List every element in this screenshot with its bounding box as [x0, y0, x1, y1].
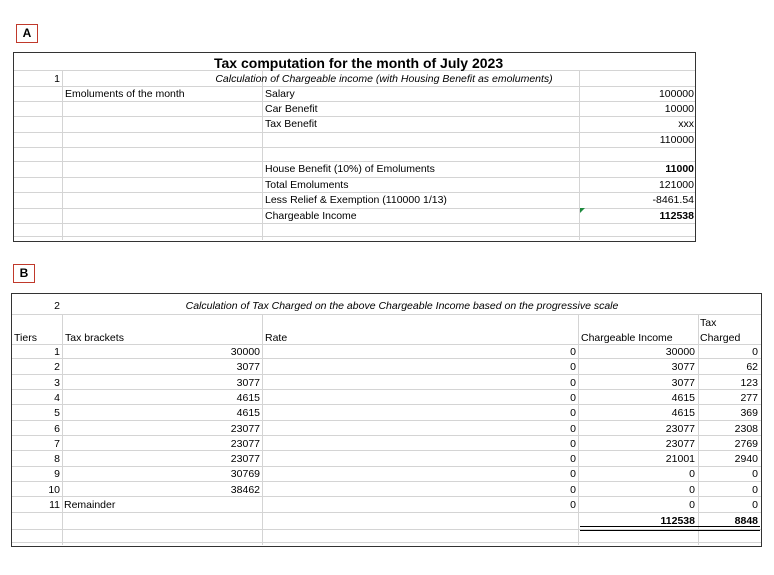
grid-line: [12, 389, 761, 390]
grid-line: [14, 208, 695, 209]
summary-label: Chargeable Income: [265, 210, 357, 222]
item-subtotal: 110000: [659, 134, 694, 146]
summary-value: 121000: [658, 179, 694, 191]
section-b-title: Calculation of Tax Charged on the above Chargeable Income based on the progressive scale: [185, 300, 619, 312]
chargeable-income-cell: 4615: [671, 407, 695, 420]
grid-line: [12, 450, 761, 451]
grid-line: [12, 374, 761, 375]
section-b-label: B: [13, 264, 35, 283]
tier-number: 10: [48, 483, 60, 496]
tax-bracket: 30769: [230, 468, 260, 481]
item-label: Salary: [265, 88, 295, 100]
section-a-label: A: [16, 24, 38, 43]
tier-number: 5: [54, 407, 60, 420]
grid-line: [12, 435, 761, 436]
grid-line: [14, 177, 695, 178]
section-a-subtitle: Calculation of Chargeable income (with Housing Benefit as emoluments): [215, 73, 553, 85]
section-b-sheet: [11, 293, 762, 547]
grid-line: [12, 481, 761, 482]
grid-line: [14, 223, 695, 224]
header-chargeable-income: Chargeable Income: [581, 332, 673, 344]
tier-number: 4: [54, 391, 60, 404]
grid-line: [12, 314, 761, 315]
tax-rate: 0: [570, 499, 576, 511]
header-tiers: Tiers: [14, 332, 37, 344]
tax-charged-cell: 0: [752, 499, 758, 511]
grid-line: [698, 314, 699, 545]
chargeable-income-cell: 0: [689, 468, 695, 481]
chargeable-income-cell: 23077: [665, 422, 695, 435]
row-number: 1: [54, 73, 60, 85]
tier-number: 11: [49, 499, 60, 511]
tax-charged-cell: 277: [740, 391, 758, 404]
tax-charged-cell: 2940: [734, 453, 758, 466]
grid-line: [12, 512, 761, 513]
chargeable-income-cell: 23077: [665, 437, 695, 450]
chargeable-income-cell: 3077: [671, 361, 695, 374]
tax-charged-cell: 0: [752, 483, 758, 496]
header-tax-brackets: Tax brackets: [65, 332, 124, 344]
grid-line: [578, 314, 579, 545]
emoluments-label: Emoluments of the month: [65, 88, 185, 100]
tax-rate: 0: [570, 391, 576, 404]
tax-bracket: 30000: [230, 346, 260, 358]
tax-bracket: 38462: [230, 483, 260, 496]
tier-number: 9: [54, 468, 60, 481]
grid-line: [262, 314, 263, 545]
tier-number: 2: [54, 361, 60, 374]
summary-value: 112538: [659, 210, 694, 222]
tax-rate: 0: [570, 361, 576, 374]
tax-rate: 0: [570, 468, 576, 481]
grid-line: [14, 147, 695, 148]
grid-line: [579, 70, 580, 240]
grid-line: [14, 116, 695, 117]
cell-error-indicator-icon: [580, 208, 585, 213]
tax-charged-cell: 2308: [734, 422, 758, 435]
tier-number: 6: [54, 422, 60, 435]
chargeable-income-cell: 4615: [671, 391, 695, 404]
tax-charged-cell: 123: [740, 376, 758, 389]
section-a-sheet: [13, 52, 696, 242]
tax-charged-cell: 0: [752, 468, 758, 481]
item-value: xxx: [678, 118, 694, 130]
tax-charged-cell: 0: [752, 346, 758, 358]
tax-charged-cell: 62: [746, 361, 758, 374]
item-value: 100000: [658, 88, 694, 100]
tax-bracket: 23077: [230, 453, 260, 466]
total-chargeable-income: 112538: [660, 515, 695, 527]
tax-bracket: 4615: [236, 407, 260, 420]
tax-bracket: 4615: [236, 391, 260, 404]
header-tax-charged: Tax: [700, 317, 717, 329]
grid-line: [14, 101, 695, 102]
tax-charged-cell: 2769: [734, 437, 758, 450]
tax-rate: 0: [570, 453, 576, 466]
grid-line: [14, 192, 695, 193]
grid-line: [12, 344, 761, 345]
grid-line: [62, 314, 63, 545]
section-a-title: Tax computation for the month of July 2023: [214, 55, 504, 71]
grid-line: [12, 420, 761, 421]
tier-number: 1: [54, 346, 60, 358]
chargeable-income-cell: 30000: [665, 346, 695, 358]
grid-line: [12, 466, 761, 467]
tax-rate: 0: [570, 407, 576, 420]
item-label: Car Benefit: [265, 103, 318, 115]
summary-label: Less Relief & Exemption (110000 1/13): [265, 194, 447, 206]
tier-number: 7: [54, 437, 60, 450]
summary-value: -8461.54: [652, 194, 694, 206]
total-tax-charged: 8848: [734, 515, 758, 527]
grid-line: [14, 161, 695, 162]
item-value: 10000: [664, 103, 694, 115]
grid-line: [62, 70, 63, 240]
grid-line: [12, 404, 761, 405]
item-label: Tax Benefit: [265, 118, 317, 130]
chargeable-income-cell: 3077: [671, 376, 695, 389]
grid-line: [262, 70, 263, 240]
grid-line: [12, 358, 761, 359]
tier-number: 8: [54, 453, 60, 466]
chargeable-income-cell: 0: [689, 499, 695, 511]
chargeable-income-cell: 0: [689, 483, 695, 496]
row-number: 2: [54, 300, 60, 312]
grid-line: [14, 132, 695, 133]
summary-label: Total Emoluments: [265, 179, 349, 191]
grid-line: [14, 236, 695, 237]
tax-rate: 0: [570, 437, 576, 450]
tax-rate: 0: [570, 483, 576, 496]
header-rate: Rate: [265, 332, 288, 344]
chargeable-income-cell: 21001: [665, 453, 695, 466]
tax-bracket: 23077: [230, 437, 260, 450]
tax-bracket: 3077: [236, 376, 260, 389]
header-tax-charged: Charged: [700, 332, 741, 344]
tax-charged-cell: 369: [740, 407, 758, 420]
summary-label: House Benefit (10%) of Emoluments: [265, 163, 435, 175]
grid-line: [12, 496, 761, 497]
tax-rate: 0: [570, 422, 576, 435]
tax-rate: 0: [570, 346, 576, 358]
grid-line: [14, 86, 695, 87]
tax-rate: 0: [570, 376, 576, 389]
tax-bracket: Remainder: [64, 499, 116, 511]
grid-line: [12, 542, 761, 543]
tax-bracket: 23077: [230, 422, 260, 435]
tier-number: 3: [54, 376, 60, 389]
tax-bracket: 3077: [236, 361, 260, 374]
summary-value: 11000: [665, 163, 694, 175]
